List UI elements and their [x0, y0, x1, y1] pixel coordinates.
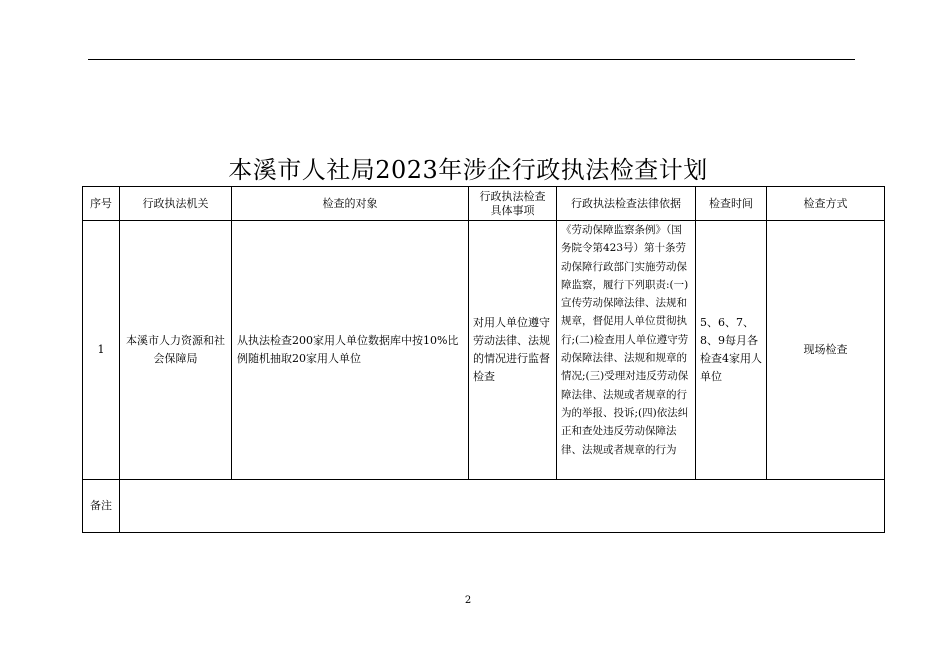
- page-number: 2: [464, 595, 472, 606]
- cell-seq: 1: [83, 221, 120, 480]
- cell-target: 从执法检查200家用人单位数据库中按10%比例随机抽取20家用人单位: [232, 221, 469, 480]
- header-target: 检查的对象: [232, 187, 469, 221]
- table-row: [83, 221, 885, 480]
- header-method: 检查方式: [767, 187, 885, 221]
- remark-row: [83, 480, 885, 533]
- cell-matter: 对用人单位遵守劳动法律、法规的情况进行监督检查: [469, 221, 557, 480]
- header-matter: 行政执法检查具体事项: [469, 187, 557, 221]
- header-basis: 行政执法检查法律依据: [557, 187, 696, 221]
- inspection-plan-table: [82, 186, 885, 533]
- table-header-row: [83, 187, 885, 221]
- header-seq: 序号: [83, 187, 120, 221]
- remark-label: 备注: [83, 480, 120, 533]
- header-time: 检查时间: [696, 187, 767, 221]
- cell-method: 现场检查: [767, 221, 885, 480]
- remark-value: [120, 480, 885, 533]
- header-agency: 行政执法机关: [120, 187, 232, 221]
- header-rule: [88, 59, 855, 60]
- cell-basis: 《劳动保障监察条例》（国务院令第423号）第十条劳动保障行政部门实施劳动保障监察，履行下列职责:(一)宣传劳动保障法律、法规和规章，督促用人单位贯彻执行;(二)检查用人单位遵守劳动保障法律、法规和规章的情况;(三)受理对违反劳动保障法律、法规或者规章的行为的举报、投诉;(四)依法纠正和查处违反劳动保障法律、法规或者规章的行为: [557, 221, 696, 480]
- document-title: 本溪市人社局2023年涉企行政执法检查计划: [228, 156, 708, 184]
- cell-time: 5、6、7、8、9每月各检查4家用人单位: [696, 221, 767, 480]
- cell-agency: 本溪市人力资源和社会保障局: [120, 221, 232, 480]
